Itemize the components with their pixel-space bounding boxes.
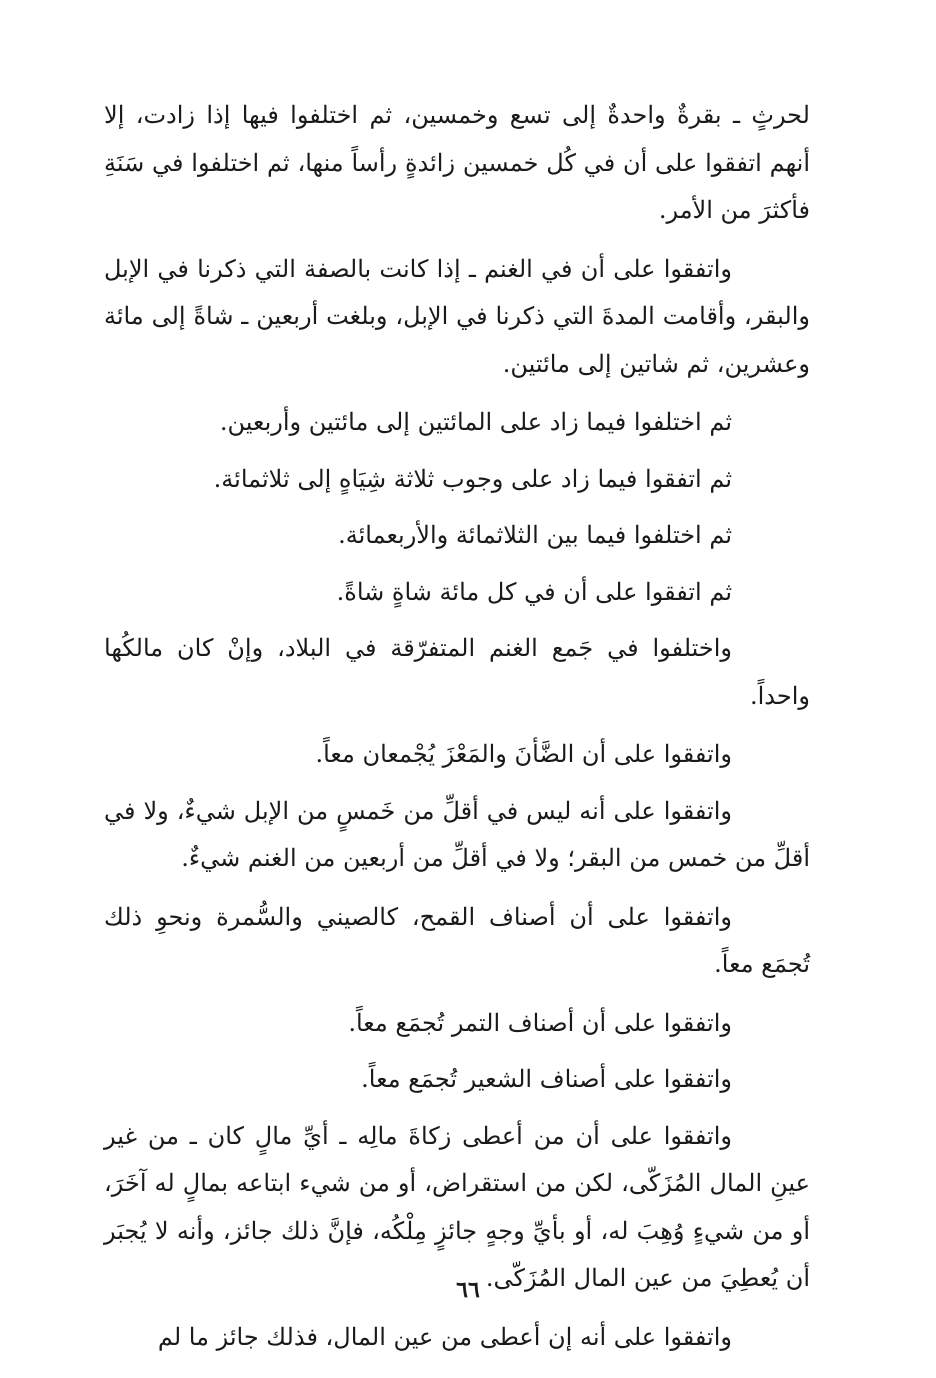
paragraph-wheat-varieties: واتفقوا على أن أصناف القمح، كالصيني والسُّمرة ونحوِ ذلك تُجمَع معاً. [104, 902, 810, 978]
paragraph-date-varieties: واتفقوا على أن أصناف التمر تُجمَع معاً. [348, 1008, 732, 1037]
paragraph-three-four-hundred: ثم اختلفوا فيما بين الثلاثمائة والأربعمائة. [338, 521, 732, 549]
page-number: ٦٦ [456, 1277, 480, 1303]
page-body [104, 92, 810, 1372]
paragraph-three-sheep: ثم اتفقوا فيما زاد على وجوب ثلاثة شِيَاهٍ إلى ثلاثمائة. [213, 464, 732, 493]
paragraph-barley-varieties: واتفقوا على أصناف الشعير تُجمَع معاً. [361, 1065, 732, 1093]
paragraph-sheep-goats: واتفقوا على أن الضَّأنَ والمَعْزَ يُجْمعان معاً. [315, 740, 732, 768]
paragraph-same-property: واتفقوا على أنه إن أعطى من عين المال، فذلك جائز ما لم [157, 1322, 732, 1351]
paragraph-other-property: واتفقوا على أن من أعطى زكاةَ مالِه ـ أيِّ مالٍ كان ـ من غير عينِ المال المُزَكّى، لكن من استقراض، أو من شيء ابتاعه بمالٍ له آخَرَ، أو من شيءٍ وُهِبَ له، أو بأيِّ وجهٍ جائزٍ مِلْكُه، فإنَّ ذلك جائز، وأنه لا يُجبَر أن يُعطِيَ من عين المال المُزَكّى. [104, 1121, 810, 1292]
paragraph-over-two-hundred: ثم اختلفوا فيما زاد على المائتين إلى مائتين وأربعين. [219, 408, 732, 436]
paragraph-sheep-zakat: واتفقوا على أن في الغنم ـ إذا كانت بالصفة التي ذكرنا في الإبل والبقر، وأقامت المدةَ التي ذكرنا في الإبل، وبلغت أربعين ـ شاةً إلى مائة وعشرين، ثم شاتين إلى مائتين. [104, 254, 810, 378]
paragraph-scattered-flocks: واختلفوا في جَمع الغنم المتفرّقة في البلاد، وإنْ كان مالكُها واحداً. [104, 634, 810, 710]
paragraph-per-hundred: ثم اتفقوا على أن في كل مائة شاةٍ شاةً. [336, 577, 732, 606]
paragraph-minimum-thresholds: واتفقوا على أنه ليس في أقلِّ من خَمسٍ من الإبل شيءٌ، ولا في أقلِّ من خمس من البقر؛ ولا في أقلِّ من أربعين من الغنم شيءٌ. [104, 796, 810, 872]
paragraph-continuation: لحرثٍ ـ بقرةٌ واحدةٌ إلى تسع وخمسين، ثم اختلفوا فيها إذا زادت، إلا أنهم اتفقوا على أن في كُل خمسين زائدةٍ رأساً منها، ثم اختلفوا في سَنَةِ فأكثرَ من الأمر. [104, 101, 810, 224]
